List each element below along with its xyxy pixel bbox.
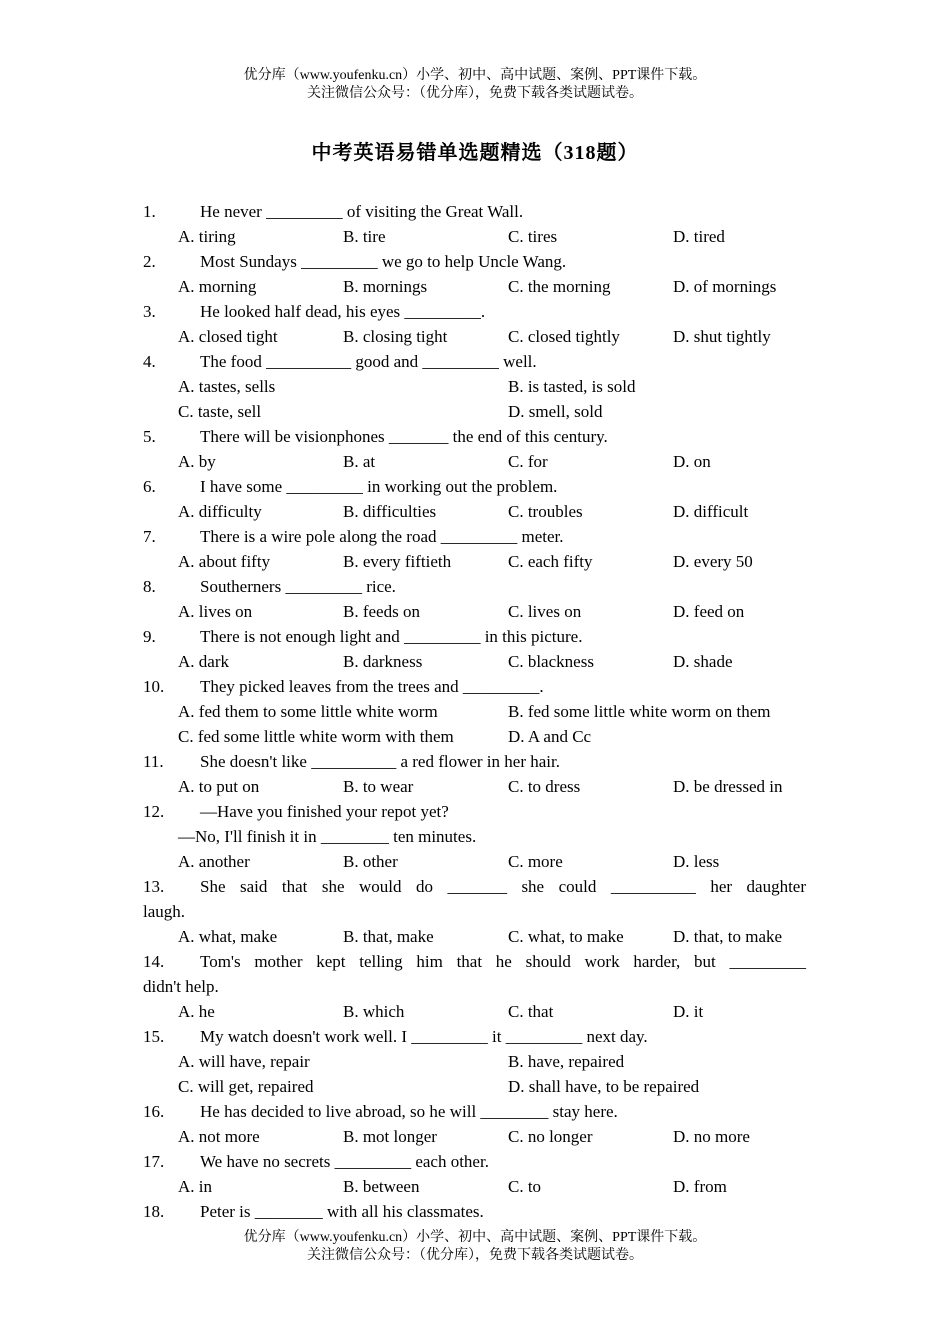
option-d: D. shut tightly <box>673 327 771 346</box>
option-c: C. lives on <box>508 602 582 621</box>
footer-line-2: 关注微信公众号：（优分库），免费下载各类试题试卷。 <box>307 1248 643 1263</box>
option-d: D. that, to make <box>673 927 783 946</box>
option-a: A. he <box>178 1002 215 1021</box>
question-stem: 1. He never _________ of visiting the Great Wall. <box>143 202 524 221</box>
option-d: D. A and Cc <box>508 727 592 746</box>
option-b: B. difficulties <box>343 502 437 521</box>
option-a: A. not more <box>178 1127 260 1146</box>
option-c: C. what, to make <box>508 927 624 946</box>
option-a: A. fed them to some little white worm <box>178 702 438 721</box>
question-stem: 10. They picked leaves from the trees and _________. <box>143 677 544 696</box>
question-stem: 3. He looked half dead, his eyes _________. <box>143 302 486 321</box>
option-b: B. that, make <box>343 927 434 946</box>
option-b: B. is tasted, is sold <box>508 377 636 396</box>
option-b: B. every fiftieth <box>343 552 452 571</box>
question-stem: 7. There is a wire pole along the road _________ meter. <box>143 527 564 546</box>
option-d: D. no more <box>673 1127 750 1146</box>
option-b: B. fed some little white worm on them <box>508 702 771 721</box>
option-d: D. difficult <box>673 502 749 521</box>
option-a: A. morning <box>178 277 257 296</box>
option-d: D. from <box>673 1177 727 1196</box>
option-a: A. what, make <box>178 927 278 946</box>
option-c: C. tires <box>508 227 558 246</box>
option-b: B. have, repaired <box>508 1052 625 1071</box>
question-stem: 6. I have some _________ in working out the problem. <box>143 477 558 496</box>
option-c: C. more <box>508 852 563 871</box>
option-d: D. of mornings <box>673 277 777 296</box>
question-stem: 18. Peter is ________ with all his classmates. <box>143 1202 484 1221</box>
option-d: D. tired <box>673 227 725 246</box>
option-d: D. less <box>673 852 720 871</box>
option-b: B. closing tight <box>343 327 448 346</box>
option-c: C. troubles <box>508 502 583 521</box>
option-c: C. will get, repaired <box>178 1077 314 1096</box>
option-d: D. feed on <box>673 602 745 621</box>
option-c: C. for <box>508 452 548 471</box>
option-b: B. feeds on <box>343 602 420 621</box>
option-a: A. difficulty <box>178 502 262 521</box>
option-c: C. to <box>508 1177 542 1196</box>
option-a: A. in <box>178 1177 212 1196</box>
option-a: A. tiring <box>178 227 236 246</box>
option-a: A. another <box>178 852 250 871</box>
option-b: B. other <box>343 852 398 871</box>
question-stem: 16. He has decided to live abroad, so he will ________ stay here. <box>143 1102 618 1121</box>
question-stem: 11. She doesn't like __________ a red flower in her hair. <box>143 752 560 771</box>
option-c: C. closed tightly <box>508 327 620 346</box>
option-c: C. each fifty <box>508 552 593 571</box>
option-a: A. dark <box>178 652 229 671</box>
question-stem: 17. We have no secrets _________ each other. <box>143 1152 489 1171</box>
question-stem: 14. Tom's mother kept telling him that he should work harder, but _________ <box>143 952 806 971</box>
option-b: B. tire <box>343 227 386 246</box>
option-b: B. mot longer <box>343 1127 437 1146</box>
option-d: D. smell, sold <box>508 402 603 421</box>
option-c: C. taste, sell <box>178 402 262 421</box>
option-b: B. mornings <box>343 277 428 296</box>
question-stem: 9. There is not enough light and _________ in this picture. <box>143 627 583 646</box>
option-a: A. tastes, sells <box>178 377 276 396</box>
option-b: B. which <box>343 1002 405 1021</box>
option-d: D. shade <box>673 652 733 671</box>
option-b: B. at <box>343 452 376 471</box>
option-b: B. darkness <box>343 652 423 671</box>
option-a: A. closed tight <box>178 327 278 346</box>
option-b: B. between <box>343 1177 420 1196</box>
option-d: D. be dressed in <box>673 777 783 796</box>
header-line-2: 关注微信公众号：（优分库），免费下载各类试题试卷。 <box>307 86 643 101</box>
option-c: C. no longer <box>508 1127 593 1146</box>
option-c: C. fed some little white worm with them <box>178 727 454 746</box>
option-c: C. blackness <box>508 652 594 671</box>
option-c: C. the morning <box>508 277 611 296</box>
question-stem: 15. My watch doesn't work well. I _________ it _________ next day. <box>143 1027 648 1046</box>
option-d: D. every 50 <box>673 552 753 571</box>
option-a: A. lives on <box>178 602 253 621</box>
question-stem: 12. —Have you finished your repot yet? <box>143 802 449 821</box>
question-stem: 2. Most Sundays _________ we go to help Uncle Wang. <box>143 252 567 271</box>
option-d: D. shall have, to be repaired <box>508 1077 700 1096</box>
question-stem: 8. Southerners _________ rice. <box>143 577 396 596</box>
option-d: D. on <box>673 452 711 471</box>
header-line-1: 优分库（www.youfenku.cn）小学、初中、高中试题、案例、PPT课件下载。 <box>243 68 707 83</box>
question-stem-line-2: laugh. <box>143 902 186 921</box>
option-c: C. that <box>508 1002 554 1021</box>
question-stem: 13. She said that she would do _______ she could __________ her daughter <box>143 877 806 896</box>
option-d: D. it <box>673 1002 704 1021</box>
question-stem-line-2: didn't help. <box>143 977 219 996</box>
option-c: C. to dress <box>508 777 581 796</box>
option-a: A. will have, repair <box>178 1052 310 1071</box>
question-stem: 5. There will be visionphones _______ the end of this century. <box>143 427 608 446</box>
option-a: A. to put on <box>178 777 260 796</box>
option-b: B. to wear <box>343 777 414 796</box>
footer-line-1: 优分库（www.youfenku.cn）小学、初中、高中试题、案例、PPT课件下载。 <box>243 1230 707 1245</box>
question-stem-line-2: —No, I'll finish it in ________ ten minutes. <box>178 827 477 846</box>
page-title: 中考英语易错单选题精选（318题） <box>311 142 639 164</box>
option-a: A. by <box>178 452 216 471</box>
option-a: A. about fifty <box>178 552 271 571</box>
question-stem: 4. The food __________ good and _________ well. <box>143 352 537 371</box>
